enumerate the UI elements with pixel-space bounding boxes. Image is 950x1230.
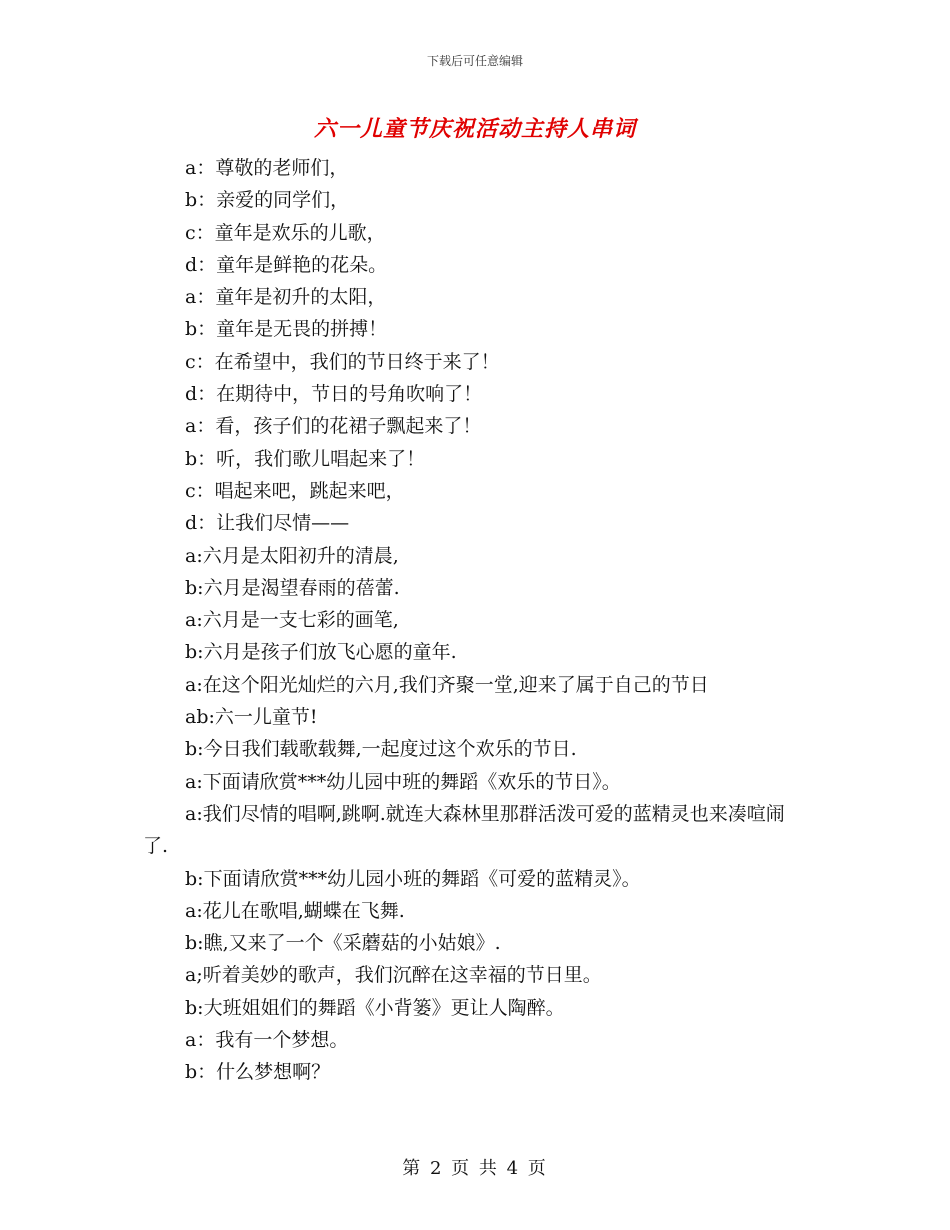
dialogue-line: a：看，孩子们的花裙子飘起来了！ [185, 415, 482, 438]
dialogue-line: b：童年是无畏的拼搏！ [185, 318, 388, 341]
document-title: 六一儿童节庆祝活动主持人串词 [313, 117, 636, 142]
dialogue-line: b：听，我们歌儿唱起来了！ [185, 447, 426, 470]
dialogue-line: ab:六一儿童节! [185, 706, 318, 729]
dialogue-line: b:大班姐姐们的舞蹈《小背篓》更让人陶醉。 [185, 996, 565, 1019]
dialogue-line: c：唱起来吧，跳起来吧， [185, 479, 405, 502]
dialogue-line: a:我们尽情的唱啊,跳啊.就连大森林里那群活泼可爱的蓝精灵也来凑喧闹了. [143, 802, 785, 858]
dialogue-line: c：在希望中，我们的节日终于来了！ [185, 350, 500, 373]
dialogue-line: a:六月是太阳初升的清晨, [185, 544, 399, 567]
dialogue-line: b:六月是孩子们放飞心愿的童年. [185, 641, 457, 664]
dialogue-line: d：让我们尽情—— [185, 512, 350, 535]
dialogue-line: a;听着美妙的歌声，我们沉醉在这幸福的节日里。 [185, 964, 602, 987]
dialogue-line: b:瞧,又来了一个《采蘑菇的小姑娘》. [185, 932, 501, 955]
dialogue-line: c：童年是欢乐的儿歌， [185, 221, 386, 244]
dialogue-line: a：童年是初升的太阳， [185, 286, 387, 309]
page-number-footer: 第 2 页 共 4 页 [402, 1158, 548, 1179]
dialogue-line: b:下面请欣赏***幼儿园小班的舞蹈《可爱的蓝精灵》。 [185, 867, 641, 890]
dialogue-line: a:花儿在歌唱,蝴蝶在飞舞. [185, 899, 405, 922]
dialogue-line: b：什么梦想啊？ [185, 1061, 331, 1084]
dialogue-line: a:下面请欣赏***幼儿园中班的舞蹈《欢乐的节日》。 [185, 770, 621, 793]
dialogue-line: b:今日我们载歌载舞,一起度过这个欢乐的节日. [185, 738, 577, 761]
header-note: 下载后可任意编辑 [426, 54, 523, 68]
dialogue-line: a:在这个阳光灿烂的六月,我们齐聚一堂,迎来了属于自己的节日 [185, 673, 709, 696]
dialogue-line: b：亲爱的同学们， [185, 189, 350, 212]
dialogue-line: d：童年是鲜艳的花朵。 [185, 253, 388, 276]
dialogue-line: a：我有一个梦想。 [185, 1029, 349, 1052]
dialogue-line: b:六月是渴望春雨的蓓蕾. [185, 576, 400, 599]
dialogue-line: a：尊敬的老师们， [185, 157, 349, 179]
document-body [143, 152, 803, 1089]
dialogue-line: d：在期待中，节日的号角吹响了！ [185, 383, 483, 406]
dialogue-line: a:六月是一支七彩的画笔, [185, 609, 399, 632]
